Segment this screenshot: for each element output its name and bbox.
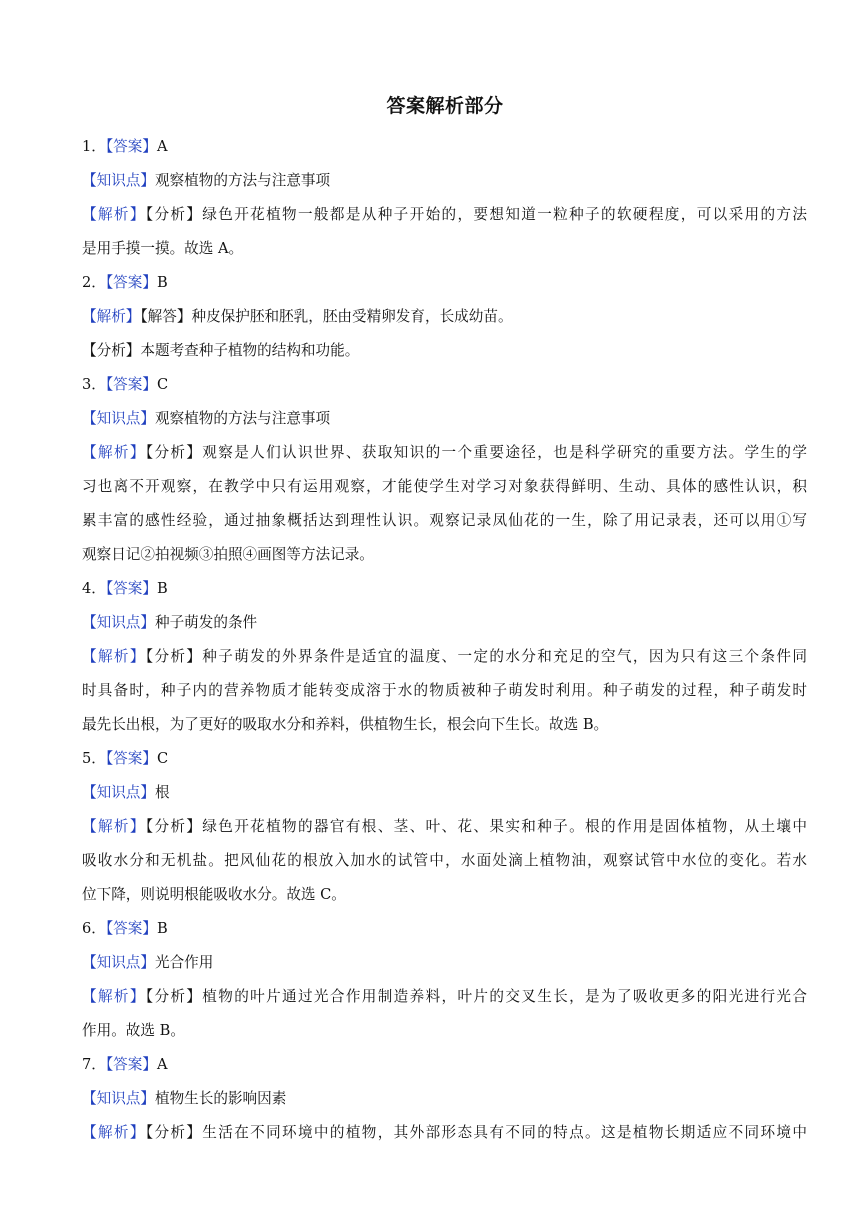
q3-answer: C xyxy=(156,376,169,393)
analysis-tag: 【解析】 xyxy=(82,1124,146,1141)
q4-analysis-text-1: 种子萌发的外界条件是适宜的温度、一定的水分和充足的空气，因为只有这三个条件同 xyxy=(202,648,807,665)
q3-analysis-line-4: 观察日记②拍视频③拍照④画图等方法记录。 xyxy=(82,546,374,563)
q1-answer-line xyxy=(82,130,807,164)
fenxi-tag: 【分析】 xyxy=(145,648,203,665)
q4-analysis-line-1 xyxy=(82,640,807,674)
q5-number: 5． xyxy=(82,750,106,767)
answer-tag: 【答案】 xyxy=(105,1056,157,1073)
q5-knowledge: 根 xyxy=(154,784,170,801)
q4-analysis-line-2: 时具备时，种子内的营养物质才能转变成溶于水的物质被种子萌发时利用。种子萌发的过程，种子萌发时 xyxy=(82,682,807,699)
knowledge-tag: 【知识点】 xyxy=(82,954,155,971)
q2-fenxi: 本题考查种子植物的结构和功能。 xyxy=(140,342,360,359)
q5-analysis-line-2: 吸收水分和无机盐。把风仙花的根放入加水的试管中，水面处滴上植物油，观察试管中水位的变化。若水 xyxy=(82,852,807,869)
q7-number: 7． xyxy=(82,1056,106,1073)
q7-answer: A xyxy=(156,1056,168,1073)
q6-analysis-line-1 xyxy=(82,980,807,1014)
answer-content xyxy=(82,130,807,1150)
q5-answer: C xyxy=(156,750,169,767)
q4-number: 4． xyxy=(82,580,106,597)
q3-knowledge-line xyxy=(82,402,807,436)
knowledge-tag: 【知识点】 xyxy=(82,1090,155,1107)
knowledge-tag: 【知识点】 xyxy=(82,614,155,631)
q2-answer: B xyxy=(156,274,168,291)
fenxi-tag: 【分析】 xyxy=(145,444,203,461)
q6-knowledge-line xyxy=(82,946,807,980)
q5-analysis-text-1: 绿色开花植物的器官有根、茎、叶、花、果实和种子。根的作用是固体植物，从土壤中 xyxy=(202,818,807,835)
q2-jieda-line xyxy=(82,300,807,334)
knowledge-tag: 【知识点】 xyxy=(82,784,155,801)
q1-number: 1． xyxy=(82,138,106,155)
q1-analysis-text-1: 绿色开花植物一般都是从种子开始的，要想知道一粒种子的软硬程度，可以采用的方法 xyxy=(202,206,807,223)
q6-answer: B xyxy=(156,920,168,937)
answer-tag: 【答案】 xyxy=(105,580,157,597)
q3-number: 3． xyxy=(82,376,106,393)
analysis-tag: 【解析】 xyxy=(82,648,146,665)
fenxi-tag: 【分析】 xyxy=(145,206,203,223)
q1-analysis-line-1 xyxy=(82,198,807,232)
q2-jieda: 种皮保护胚和胚乳，胚由受精卵发育，长成幼苗。 xyxy=(191,308,513,325)
page-title: 答案解析部分 xyxy=(386,95,504,117)
q5-analysis-line-3: 位下降，则说明根能吸收水分。故选 C。 xyxy=(82,886,346,903)
q4-analysis-line-3: 最先长出根，为了更好的吸取水分和养料，供植物生长，根会向下生长。故选 B。 xyxy=(82,716,609,733)
q7-knowledge-line xyxy=(82,1082,807,1116)
answer-tag: 【答案】 xyxy=(105,274,157,291)
fenxi-tag: 【分析】 xyxy=(145,818,203,835)
q2-fenxi-line xyxy=(82,334,807,368)
fenxi-tag: 【分析】 xyxy=(145,1124,203,1141)
q3-answer-line xyxy=(82,368,807,402)
answer-tag: 【答案】 xyxy=(105,138,157,155)
q4-knowledge: 种子萌发的条件 xyxy=(154,614,258,631)
q2-number: 2． xyxy=(82,274,106,291)
answer-tag: 【答案】 xyxy=(105,920,157,937)
q6-analysis-line-2: 作用。故选 B。 xyxy=(82,1022,185,1039)
q3-analysis-line-1 xyxy=(82,436,807,470)
q1-answer: A xyxy=(156,138,168,155)
fenxi-tag: 【分析】 xyxy=(145,988,203,1005)
q7-answer-line xyxy=(82,1048,807,1082)
q3-analysis-text-1: 观察是人们认识世界、获取知识的一个重要途径，也是科学研究的重要方法。学生的学 xyxy=(202,444,807,461)
q4-knowledge-line xyxy=(82,606,807,640)
answer-tag: 【答案】 xyxy=(105,750,157,767)
q1-knowledge: 观察植物的方法与注意事项 xyxy=(154,172,331,189)
analysis-tag: 【解析】 xyxy=(82,308,141,325)
q6-number: 6． xyxy=(82,920,106,937)
analysis-tag: 【解析】 xyxy=(82,444,146,461)
q4-answer-line xyxy=(82,572,807,606)
analysis-tag: 【解析】 xyxy=(82,818,146,835)
q5-analysis-line-1 xyxy=(82,810,807,844)
q5-knowledge-line xyxy=(82,776,807,810)
q7-analysis-text-1: 生活在不同环境中的植物，其外部形态具有不同的特点。这是植物长期适应不同环境中 xyxy=(202,1124,807,1141)
q3-knowledge: 观察植物的方法与注意事项 xyxy=(154,410,331,427)
q5-answer-line xyxy=(82,742,807,776)
q6-knowledge: 光合作用 xyxy=(154,954,214,971)
jieda-tag: 【解答】 xyxy=(140,308,192,325)
answer-tag: 【答案】 xyxy=(105,376,157,393)
q2-answer-line xyxy=(82,266,807,300)
q1-analysis-line-2: 是用手摸一摸。故选 A。 xyxy=(82,240,244,257)
fenxi-tag: 【分析】 xyxy=(82,342,141,359)
q7-knowledge: 植物生长的影响因素 xyxy=(154,1090,287,1107)
q7-analysis-line-1 xyxy=(82,1116,807,1150)
q3-analysis-line-2: 习也离不开观察，在教学中只有运用观察，才能使学生对学习对象获得鲜明、生动、具体的感性认识，积 xyxy=(82,478,807,495)
knowledge-tag: 【知识点】 xyxy=(82,410,155,427)
knowledge-tag: 【知识点】 xyxy=(82,172,155,189)
analysis-tag: 【解析】 xyxy=(82,206,146,223)
analysis-tag: 【解析】 xyxy=(82,988,146,1005)
q6-answer-line xyxy=(82,912,807,946)
q1-knowledge-line xyxy=(82,164,807,198)
q4-answer: B xyxy=(156,580,168,597)
q3-analysis-line-3: 累丰富的感性经验，通过抽象概括达到理性认识。观察记录凤仙花的一生，除了用记录表，还可以用①写 xyxy=(82,512,807,529)
q6-analysis-text-1: 植物的叶片通过光合作用制造养料，叶片的交叉生长，是为了吸收更多的阳光进行光合 xyxy=(202,988,807,1005)
